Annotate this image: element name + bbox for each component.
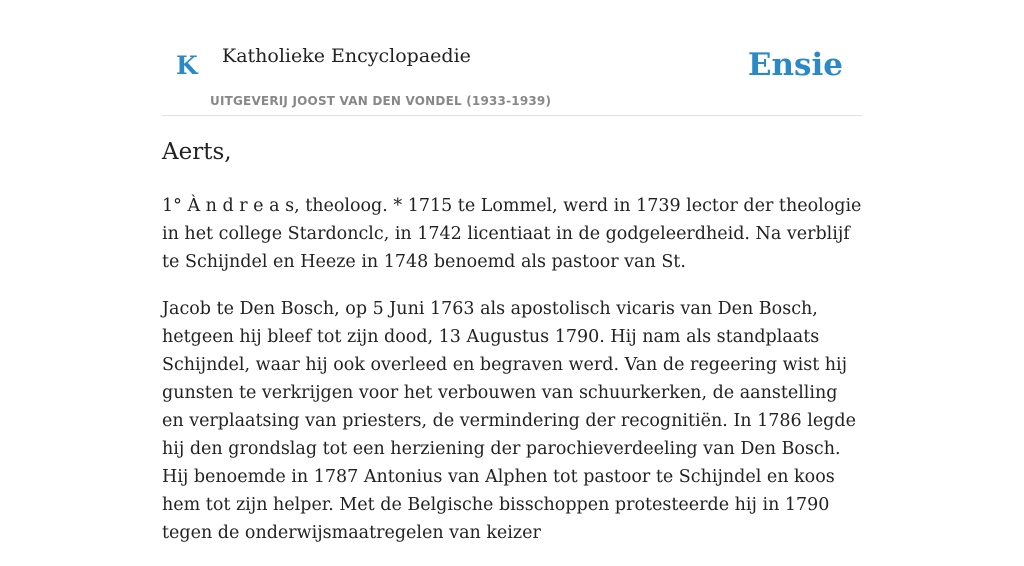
entry-paragraph: Jacob te Den Bosch, op 5 Juni 1763 als apostolisch vicaris van Den Bosch, hetgeen hij bleef tot zijn dood, 13 Augustus 1790. Hij nam als standplaats Schijndel, waar hij ook overleed en begraven werd. Van de regeering wist hij gunsten te verkrijgen voor het verbouwen van schuurkerken, de aanstelling en verplaatsing van priesters, de vermindering der recognitiën. In 1786 legde hij den grondslag tot een herziening der parochieverdeeling van Den Bosch. Hij benoemde in 1787 Antonius van Alphen tot pastoor te Schijndel en koos hem tot zijn helper. Met de Belgische bisschoppen protesteerde hij in 1790 tegen de onderwijsmaatregelen van keizer bbox=[162, 299, 856, 543]
ensie-brand-logo[interactable]: Ensie bbox=[747, 47, 843, 83]
publisher-label: UITGEVERIJ JOOST VAN DEN VONDEL (1933-1939) bbox=[210, 94, 552, 108]
entry-body bbox=[162, 192, 862, 566]
entry-paragraph: 1° À n d r e a s, theoloog. * 1715 te Lommel, werd in 1739 lector der theologie in het college Stardonclc, in 1742 licentiaat in de godgeleerdheid. Na verblijf te Schijndel en Heeze in 1748 benoemd als pastoor van St. bbox=[162, 196, 862, 272]
site-header bbox=[162, 0, 862, 116]
page bbox=[162, 0, 862, 543]
book-title-link[interactable]: Katholieke Encyclopaedie bbox=[222, 45, 471, 67]
encyclopedia-logo[interactable]: K bbox=[176, 51, 198, 80]
entry-title: Aerts, bbox=[162, 139, 232, 165]
